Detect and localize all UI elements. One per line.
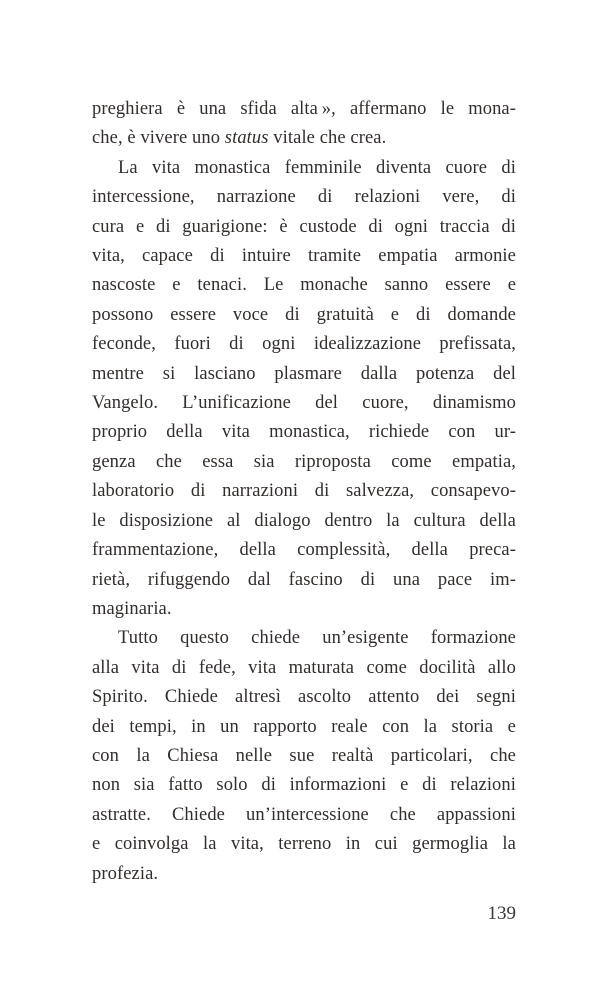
text-line [92,418,516,447]
text-line [92,154,516,183]
text-line [92,507,516,536]
text-line [92,830,516,859]
text-line [92,624,516,653]
text-line [92,713,516,742]
text-segment: vitale che crea. [268,128,387,149]
text-segment: dei tempi, in un rapporto reale con la storia e [92,716,516,737]
text-line [92,183,516,212]
paragraph [92,154,516,625]
text-segment: Vangelo. L’unificazione del cuore, dinamismo [92,393,516,414]
text-segment: astratte. Chiede un’intercessione che appassioni [92,804,516,825]
text-line [92,448,516,477]
text-segment: laboratorio di narrazioni di salvezza, consapevo- [92,481,516,502]
text-segment: nascoste e tenaci. Le monache sanno essere e [92,275,516,296]
text-segment: feconde, fuori di ogni idealizzazione prefissata, [92,334,516,355]
text-segment: maginaria. [92,598,172,619]
text-segment: che, è vivere uno [92,128,225,149]
text-line [92,566,516,595]
text-segment: proprio della vita monastica, richiede con ur- [92,422,516,443]
text-line [92,95,516,124]
text-line [92,330,516,359]
text-line [92,271,516,300]
paragraph [92,95,516,154]
text-line [92,124,516,153]
text-segment: le disposizione al dialogo dentro la cultura della [92,510,516,531]
text-segment: possono essere voce di gratuità e di domande [92,304,516,325]
italic-text: status [224,128,269,149]
text-segment: e coinvolga la vita, terreno in cui germoglia la [92,834,516,855]
text-line [92,360,516,389]
text-line [92,801,516,830]
text-line [92,683,516,712]
text-line [92,536,516,565]
text-line [92,389,516,418]
text-segment: preghiera è una sfida alta », affermano le mona- [92,99,516,119]
text-segment: alla vita di fede, vita maturata come docilità allo [92,657,516,678]
text-segment: La vita monastica femminile diventa cuore di [118,157,516,178]
text-segment: rietà, rifuggendo dal fascino di una pace im- [92,569,516,590]
text-segment: vita, capace di intuire tramite empatia armonie [92,246,516,267]
text-segment: mentre si lasciano plasmare dalla potenza del [92,363,516,384]
text-line [92,213,516,242]
text-line [92,771,516,800]
text-segment: non sia fatto solo di informazioni e di relazioni [92,775,516,796]
text-line [92,654,516,683]
text-segment: intercessione, narrazione di relazioni vere, di [92,187,516,208]
text-segment: cura e di guarigione: è custode di ogni traccia di [92,216,516,237]
text-line [92,860,516,889]
text-line [92,242,516,271]
text-segment: genza che essa sia riproposta come empatia, [92,451,516,472]
text-segment: profezia. [92,863,159,884]
text-line [92,595,516,624]
text-line [92,742,516,771]
text-line [92,477,516,506]
paragraph [92,624,516,889]
text-segment: Spirito. Chiede altresì ascolto attento dei segni [92,687,516,708]
text-block [92,95,516,889]
page-number: 139 [487,903,516,924]
text-line [92,301,516,330]
text-segment: Tutto questo chiede un’esigente formazione [118,628,516,649]
text-segment: con la Chiesa nelle sue realtà particolari, che [92,745,516,766]
text-segment: frammentazione, della complessità, della preca- [92,540,516,561]
